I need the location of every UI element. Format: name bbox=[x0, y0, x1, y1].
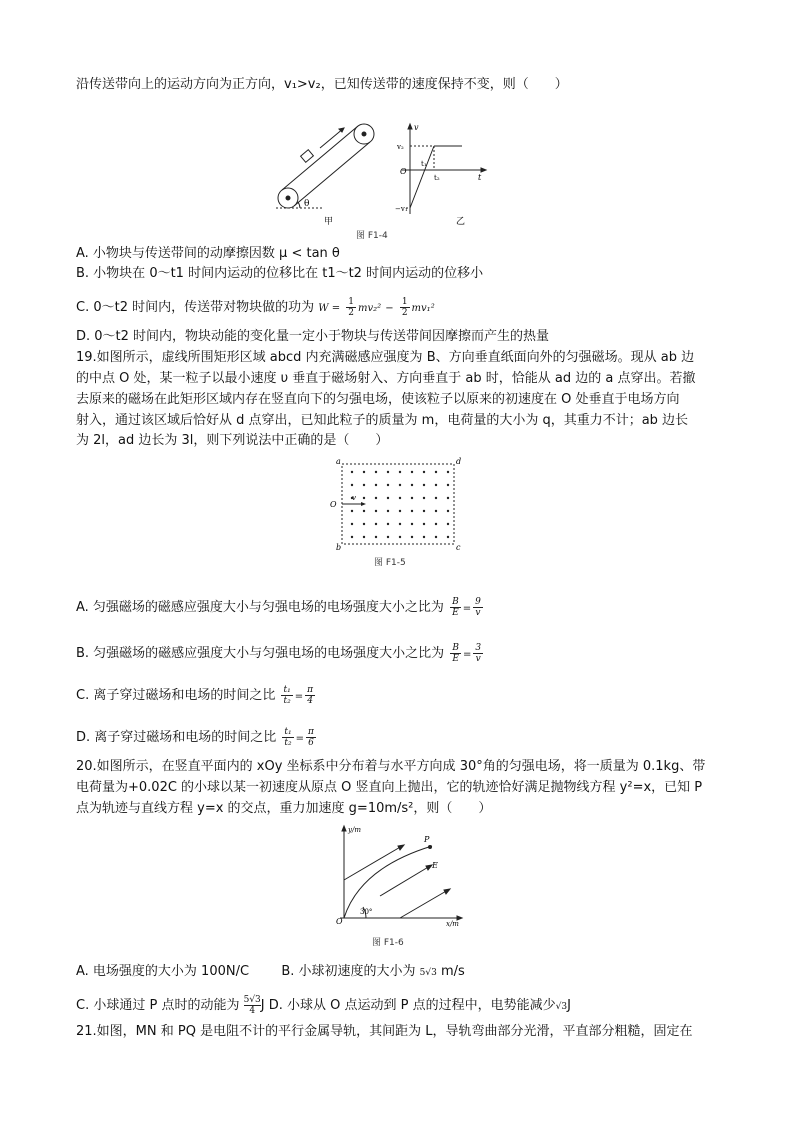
field-dot bbox=[351, 523, 353, 525]
y-axis-label: y/m bbox=[348, 826, 361, 834]
q19-option-b bbox=[76, 643, 485, 664]
field-dot bbox=[351, 471, 353, 473]
q18-c-lhs: W = bbox=[318, 303, 341, 314]
field-dot bbox=[375, 484, 377, 486]
q20-c-unit: J bbox=[260, 998, 265, 1013]
q19-a-lhs: $\frac{B}{E}$ bbox=[452, 597, 459, 618]
field-dot bbox=[423, 484, 425, 486]
q20-line-2: 电荷量为+0.02C 的小球以某一初速度从原点 O 竖直向上抛出，它的轨迹恰好满足抛物线方程 y²=x，已知 P bbox=[76, 780, 703, 795]
field-dot bbox=[435, 536, 437, 538]
q18-c-minus: − bbox=[385, 303, 394, 314]
q18-c-term2: mv₁² bbox=[411, 303, 435, 314]
field-dot bbox=[387, 523, 389, 525]
field-dot bbox=[435, 471, 437, 473]
field-dot bbox=[399, 471, 401, 473]
field-dot bbox=[387, 536, 389, 538]
conveyor-belt-diagram bbox=[276, 124, 374, 208]
field-dot bbox=[435, 484, 437, 486]
field-dot bbox=[387, 471, 389, 473]
field-dot bbox=[387, 484, 389, 486]
q19-option-c bbox=[76, 685, 317, 706]
field-dot bbox=[423, 536, 425, 538]
q20-line-1: 20.如图所示，在竖直平面内的 xOy 坐标系中分布着与水平方向成 30°角的匀强电场，将一质量为 0.1kg、带 bbox=[76, 759, 706, 774]
q20-option-c-d bbox=[76, 995, 571, 1016]
theta-label: θ bbox=[304, 199, 310, 209]
corner-b: b bbox=[336, 543, 342, 552]
q19-option-d bbox=[76, 727, 318, 748]
angle-30: 30° bbox=[360, 908, 373, 916]
q20-b-unit: m/s bbox=[441, 964, 465, 979]
q19-line-5: 为 2l，ad 边长为 3l，则下列说法中正确的是（ ） bbox=[76, 433, 389, 448]
field-dot bbox=[423, 497, 425, 499]
field-dot bbox=[423, 471, 425, 473]
field-dot bbox=[351, 484, 353, 486]
block-on-belt bbox=[301, 150, 314, 163]
corner-d: d bbox=[456, 457, 462, 466]
field-dot bbox=[411, 484, 413, 486]
point-p bbox=[428, 845, 432, 849]
q19-a-rhs: $\frac{9}{v}$ bbox=[475, 597, 481, 618]
field-dot bbox=[399, 523, 401, 525]
q18-option-c-text: C. 0～t2 时间内，传送带对物块做的功为 bbox=[76, 300, 315, 315]
label-p: P bbox=[424, 835, 430, 844]
x-axis-label: x/m bbox=[446, 920, 459, 928]
q19-line-2: 的中点 O 处，某一粒子以最小速度 υ 垂直于磁场射入、方向垂直于 ab 时，恰能从 ad 边的 a 点穿出。若撤 bbox=[76, 371, 696, 386]
q20-option-a-b bbox=[76, 963, 465, 982]
axis-t-label: t bbox=[478, 173, 482, 182]
corner-c: c bbox=[456, 543, 461, 552]
q19-b-lhs: $\frac{B}{E}$ bbox=[452, 643, 459, 664]
field-dot bbox=[375, 510, 377, 512]
q20-option-a: A. 电场强度的大小为 100N/C bbox=[76, 964, 250, 979]
q19-c-rhs: $\frac{\pi}{4}$ bbox=[307, 685, 314, 706]
field-dot bbox=[375, 523, 377, 525]
vt-graph bbox=[402, 124, 486, 214]
field-dot bbox=[399, 497, 401, 499]
q19-option-b-text: B. 匀强磁场的磁感应强度大小与匀强电场的电场强度大小之比为 bbox=[76, 646, 445, 661]
caption-f1-6: 图 F1-6 bbox=[372, 938, 404, 948]
q19-d-lhs: $\frac{\text{t₁}}{\text{t₂}}$ bbox=[284, 727, 292, 748]
q19-c-lhs: $\frac{\text{t₁}}{\text{t₂}}$ bbox=[283, 685, 291, 706]
field-dot bbox=[363, 497, 365, 499]
q19-d-eq: = bbox=[295, 733, 305, 744]
q19-line-3: 去原来的磁场在此矩形区域内存在竖直向下的匀强电场，使该粒子以原来的初速度在 O 处垂直于电场方向 bbox=[76, 392, 680, 407]
q18-option-a: A. 小物块与传送带间的动摩擦因数 μ < tan θ bbox=[76, 246, 340, 261]
figure-f1-4 bbox=[262, 118, 502, 228]
q20-option-d-text: D. 小球从 O 点运动到 P 点的过程中，电势能减少 bbox=[268, 998, 556, 1013]
q19-option-d-text: D. 离子穿过磁场和电场的时间之比 bbox=[76, 730, 277, 745]
field-dot bbox=[435, 523, 437, 525]
q19-c-eq: = bbox=[294, 691, 304, 702]
field-dot bbox=[423, 523, 425, 525]
q19-line-1: 19.如图所示，虚线所围矩形区域 abcd 内充满磁感应强度为 B、方向垂直纸面向外的匀强磁场。现从 ab 边 bbox=[76, 350, 695, 365]
field-dot bbox=[399, 510, 401, 512]
caption-f1-5: 图 F1-5 bbox=[374, 558, 406, 568]
origin-label: O bbox=[400, 167, 407, 176]
field-dot bbox=[447, 471, 449, 473]
field-dot bbox=[447, 523, 449, 525]
figure-f1-6 bbox=[330, 822, 470, 928]
q19-a-eq: = bbox=[462, 603, 472, 614]
field-dot bbox=[447, 510, 449, 512]
field-dot bbox=[363, 523, 365, 525]
q18-option-c bbox=[76, 297, 435, 318]
origin-o: O bbox=[336, 917, 343, 926]
field-dot bbox=[447, 497, 449, 499]
q20-c-frac: $\frac{5√3}{4}$ bbox=[243, 995, 261, 1016]
t1-label: t₁ bbox=[421, 160, 427, 168]
q19-option-a bbox=[76, 597, 485, 618]
q20-b-value: 5√3 bbox=[419, 968, 437, 978]
field-dot bbox=[387, 497, 389, 499]
field-dot bbox=[375, 471, 377, 473]
q19-b-rhs: $\frac{3}{v}$ bbox=[475, 643, 482, 664]
field-dot bbox=[411, 536, 413, 538]
q18-c-term1: mv₂² bbox=[357, 303, 382, 314]
caption-f1-4: 图 F1-4 bbox=[356, 231, 388, 241]
q18-c-frac2: $\frac{1}{2}$ bbox=[401, 297, 408, 318]
q20-line-3: 点为轨迹与直线方程 y=x 的交点，重力加速度 g=10m/s²，则（ ） bbox=[76, 801, 492, 816]
intro-line: 沿传送带向上的运动方向为正方向，v₁>v₂，已知传送带的速度保持不变，则（ ） bbox=[76, 77, 568, 92]
t2-label: t₂ bbox=[434, 174, 440, 182]
q20-d-value: √3 bbox=[555, 1002, 568, 1012]
neg-v1-label: −v₁ bbox=[395, 205, 408, 213]
q19-d-rhs: $\frac{\pi}{6}$ bbox=[308, 727, 314, 748]
field-dot bbox=[363, 484, 365, 486]
q18-c-frac1: $\frac{1}{2}$ bbox=[348, 297, 354, 318]
field-dot bbox=[363, 536, 365, 538]
figure-f1-5 bbox=[326, 456, 466, 552]
field-dot bbox=[399, 484, 401, 486]
v2-label: v₂ bbox=[397, 143, 404, 151]
field-dot bbox=[423, 510, 425, 512]
field-dot bbox=[363, 471, 365, 473]
corner-a: a bbox=[336, 457, 341, 466]
label-yi: 乙 bbox=[456, 217, 466, 227]
field-dot bbox=[375, 536, 377, 538]
field-dot bbox=[411, 471, 413, 473]
q20-d-unit: J bbox=[567, 998, 571, 1013]
q19-b-eq: = bbox=[462, 649, 472, 660]
field-dot bbox=[399, 536, 401, 538]
field-dot bbox=[351, 510, 353, 512]
q20-option-c-text: C. 小球通过 P 点时的动能为 bbox=[76, 998, 240, 1013]
q19-line-4: 射入，通过该区域后恰好从 d 点穿出，已知此粒子的质量为 m，电荷量的大小为 q，其重力不计；ab 边长 bbox=[76, 413, 689, 428]
field-dot bbox=[351, 536, 353, 538]
q21-line-1: 21.如图，MN 和 PQ 是电阻不计的平行金属导轨，其间距为 L，导轨弯曲部分光滑，平直部分粗糙，固定在 bbox=[76, 1024, 693, 1039]
field-dot bbox=[375, 497, 377, 499]
q19-option-a-text: A. 匀强磁场的磁感应强度大小与匀强电场的电场强度大小之比为 bbox=[76, 600, 444, 615]
q18-option-d: D. 0～t2 时间内，物块动能的变化量一定小于物块与传送带间因摩擦而产生的热量 bbox=[76, 329, 550, 344]
velocity-v: v bbox=[352, 494, 356, 502]
point-o: O bbox=[330, 500, 337, 509]
field-dot bbox=[363, 510, 365, 512]
field-dot bbox=[447, 484, 449, 486]
label-jia: 甲 bbox=[324, 217, 334, 227]
q18-option-b: B. 小物块在 0～t1 时间内运动的位移比在 t1～t2 时间内运动的位移小 bbox=[76, 266, 484, 281]
field-dot bbox=[435, 510, 437, 512]
field-dot bbox=[387, 510, 389, 512]
field-dot bbox=[411, 497, 413, 499]
field-dot bbox=[411, 523, 413, 525]
q20-option-b-text: B. 小球初速度的大小为 bbox=[281, 964, 416, 979]
field-dots bbox=[351, 471, 449, 538]
field-dot bbox=[411, 510, 413, 512]
label-e: E bbox=[432, 861, 438, 870]
field-dot bbox=[447, 536, 449, 538]
field-dot bbox=[435, 497, 437, 499]
q19-option-c-text: C. 离子穿过磁场和电场的时间之比 bbox=[76, 688, 276, 703]
axis-v-label: v bbox=[414, 123, 419, 132]
